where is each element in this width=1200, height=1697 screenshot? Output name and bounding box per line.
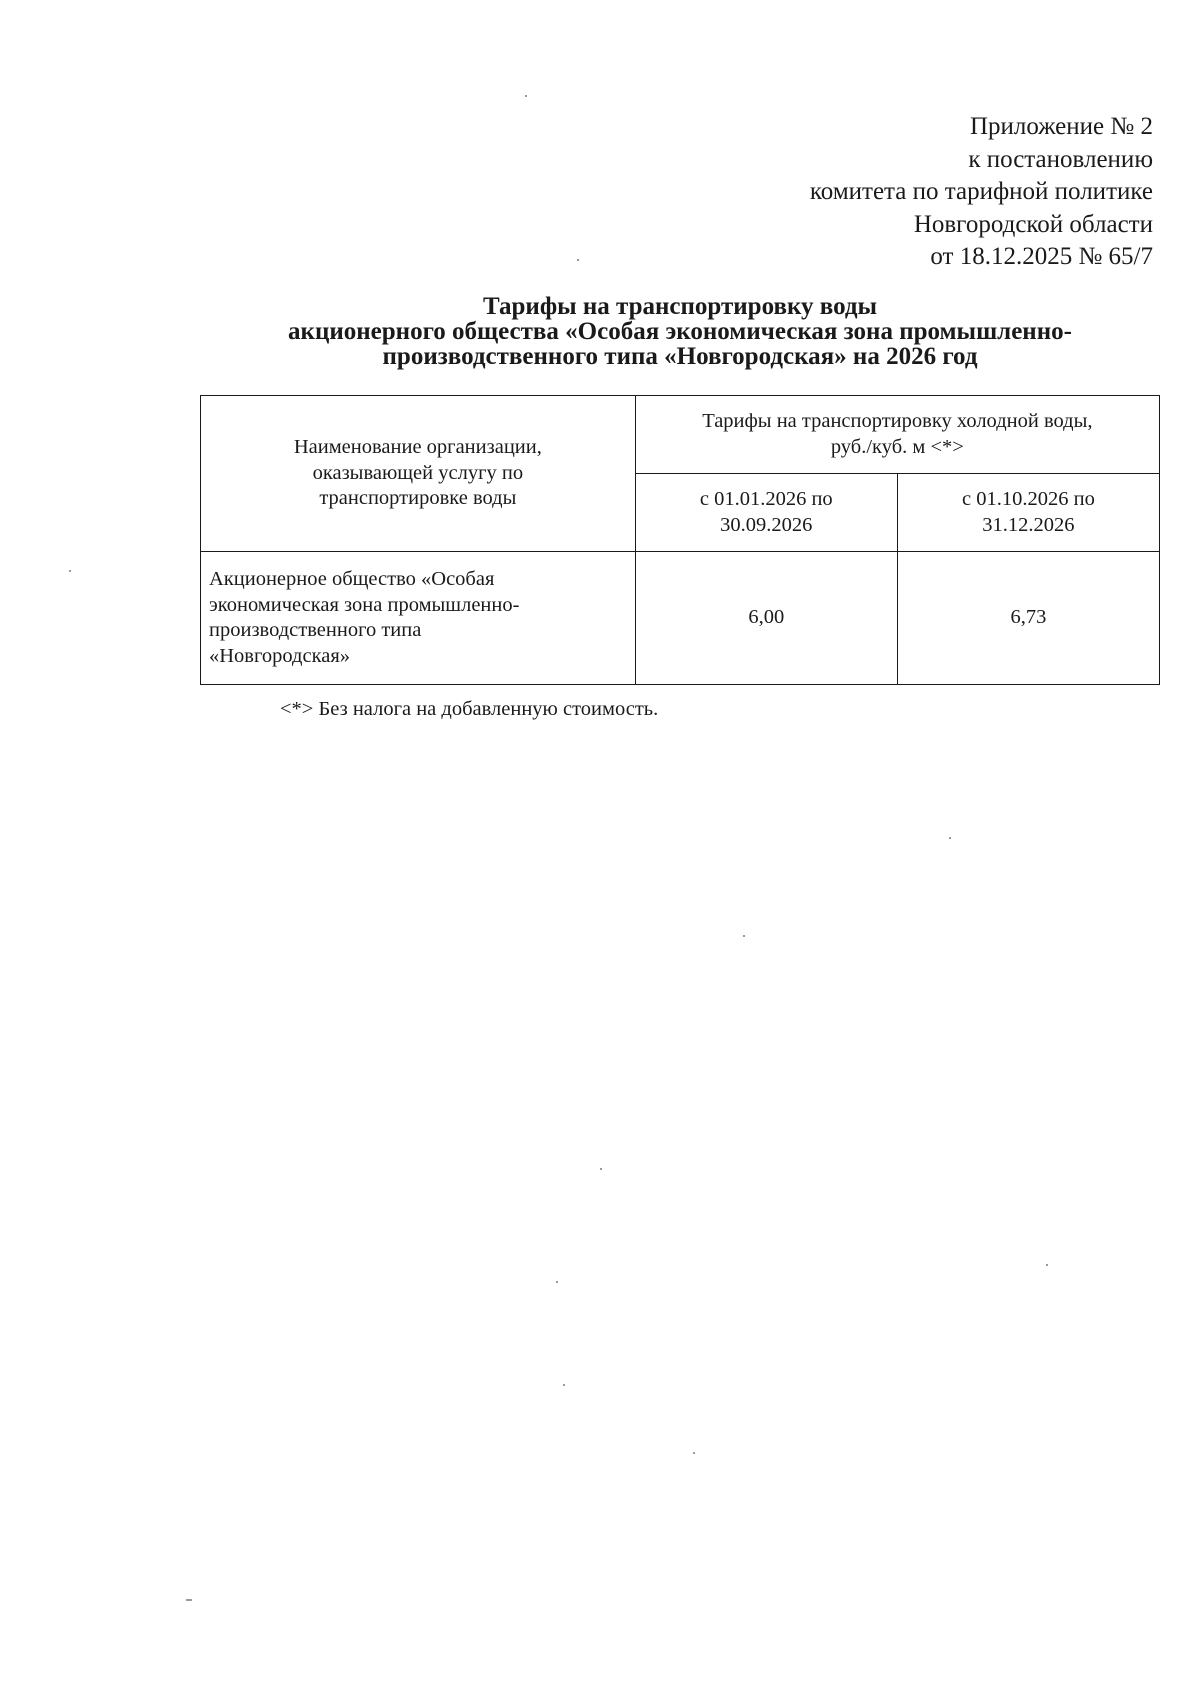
- organization-name-cell: Акционерное общество «Особая экономическая зона промышленно- производственного типа «Новгородская»: [201, 552, 636, 685]
- tariff-table: [200, 395, 1160, 685]
- appendix-line: от 18.12.2025 № 65/7: [930, 243, 1153, 270]
- scan-speck: [525, 95, 527, 97]
- title-line: производственного типа «Новгородская» на 2026 год: [382, 343, 978, 370]
- scan-speck: [69, 570, 71, 572]
- scan-speck: [743, 935, 745, 937]
- appendix-block: [810, 111, 1153, 274]
- footnote: <*> Без налога на добавленную стоимость.: [280, 698, 659, 720]
- table-row: [201, 552, 1160, 685]
- header-tariff-group: Тарифы на транспортировку холодной воды, руб./куб. м <*>: [635, 396, 1159, 474]
- table-header-row: [201, 396, 1160, 474]
- scan-speck: [186, 1599, 192, 1601]
- scan-speck: [556, 1281, 558, 1283]
- scan-speck: [577, 259, 579, 261]
- document-title: [200, 294, 1160, 369]
- tariff-value-period-1: 6,00: [635, 552, 897, 685]
- scan-speck: [563, 1384, 565, 1386]
- header-period-1: с 01.01.2026 по 30.09.2026: [635, 474, 897, 552]
- scan-speck: [693, 1452, 695, 1454]
- appendix-line: комитета по тарифной политике: [809, 178, 1153, 205]
- title-line: акционерного общества «Особая экономическая зона промышленно-: [288, 318, 1072, 345]
- scan-speck: [1046, 1264, 1048, 1266]
- appendix-line: к постановлению: [968, 145, 1153, 173]
- appendix-line: Новгородской области: [913, 210, 1153, 238]
- header-period-2: с 01.10.2026 по 31.12.2026: [897, 474, 1159, 552]
- scan-speck: [600, 1168, 602, 1170]
- title-line: Тарифы на транспортировку воды: [482, 293, 878, 320]
- header-organization-name: Наименование организации, оказывающей услугу по транспортировке воды: [201, 396, 636, 552]
- tariff-value-period-2: 6,73: [897, 552, 1159, 685]
- appendix-line: Приложение № 2: [969, 113, 1153, 140]
- scan-speck: [949, 837, 951, 839]
